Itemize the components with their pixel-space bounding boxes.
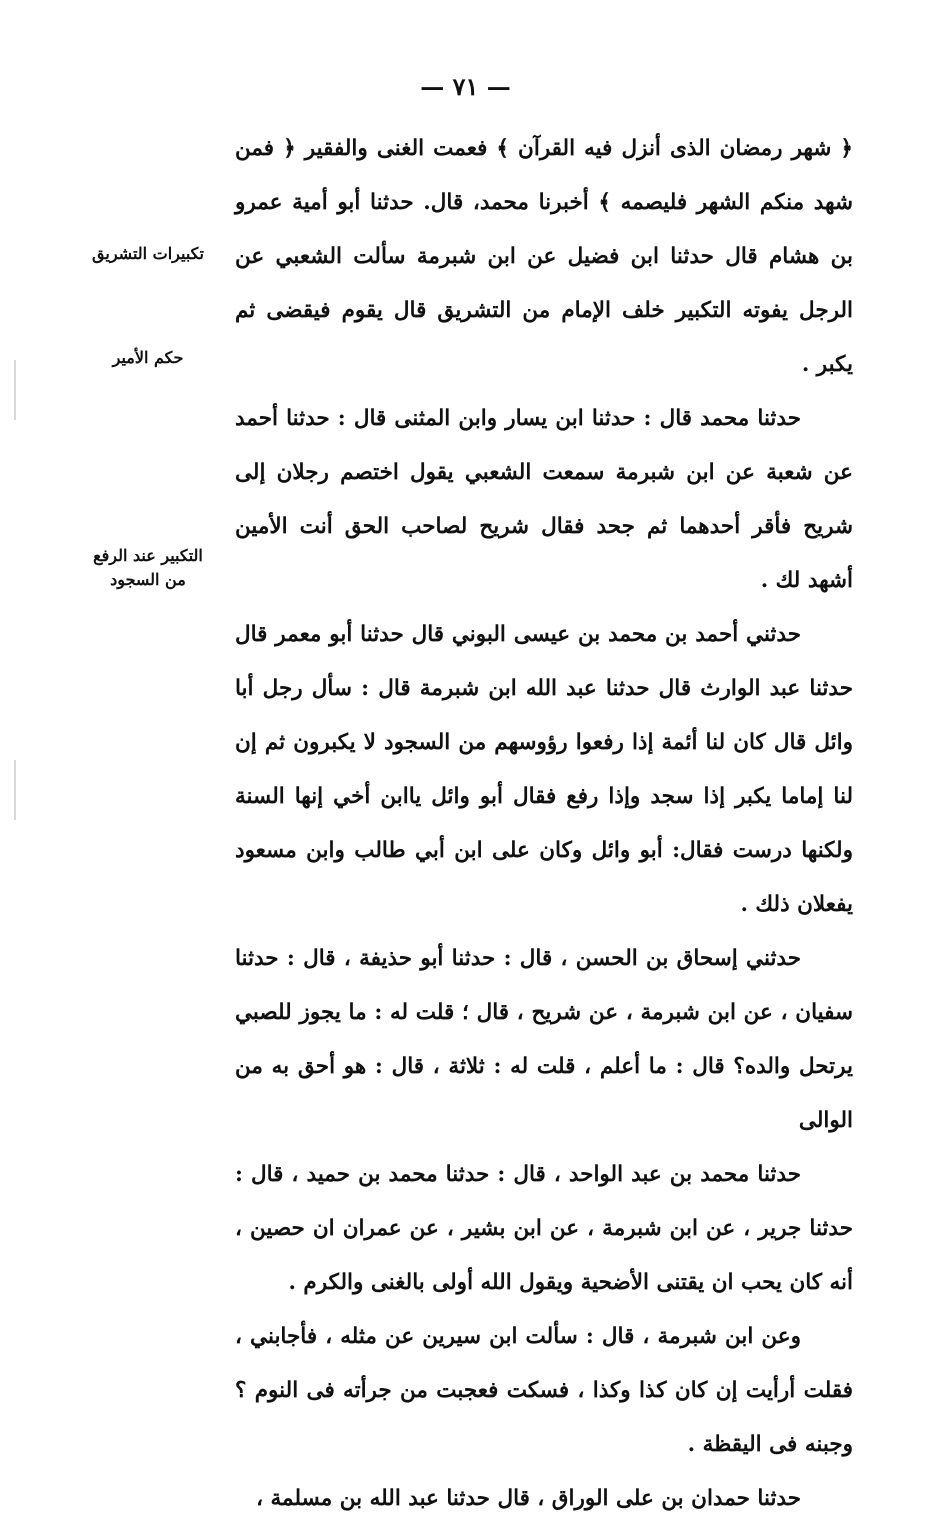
paragraph: حدثنا محمد قال : حدثنا ابن يسار وابن المثنى قال : حدثنا أحمد عن شعبة عن ابن شبرمة سمعت الشعبي يقول اختصم رجلان إلى شريح فأقر أحدهما ثم جحد فقال شريح لصاحب الحق أنت الأمين أشهد لك . (235, 406, 853, 593)
scan-edge-mark (14, 760, 16, 820)
paragraph: حدثنا محمد بن عبد الواحد ، قال : حدثنا محمد بن حميد ، قال : حدثنا جرير ، عن ابن شبرمة ، عن ابن بشير ، عن عمران ان حصين ، أنه كان يحب ان يقتنى الأضحية ويقول الله أولى بالغنى والكرم . (235, 1162, 853, 1295)
scan-edge-mark (14, 360, 16, 420)
paragraph: حدثنا حمدان بن على الوراق ، قال حدثنا عبد الله بن مسلمة ، (256, 1486, 801, 1511)
margin-note-tashriq: تكبيرات التشريق (92, 244, 204, 263)
paragraph: حدثني أحمد بن محمد بن عيسى البوني قال حدثنا أبو معمر قال حدثنا عبد الوارث قال حدثنا عبد الله ابن شبرمة قال : سأل رجل أبا وائل قال كان لنا أئمة إذا رفعوا رؤوسهم من السجود لا يكبرون ثم إن لنا إماما يكبر إذا سجد وإذا رفع فقال أبو وائل ياابن أخي إنها السنة ولكنها درست فقال: أبو وائل وكان على ابن أبي طالب وابن مسعود يفعلان ذلك . (235, 622, 853, 917)
paragraph: ﴿ شهر رمضان الذى أنزل فيه القرآن ﴾ فعمت الغنى والفقير ﴿ فمن شهد منكم الشهر فليصمه ﴾ أخبرنا محمد، قال. حدثنا أبو أمية عمرو بن هشام قال حدثنا ابن فضيل عن ابن شبرمة سألت الشعبي عن الرجل يفوته التكبير خلف الإمام من التشريق قال يقوم فيقضى ثم يكبر . (235, 136, 853, 377)
margin-note-amir: حكم الأمير (112, 348, 184, 367)
page-number: — ٧١ — (420, 72, 511, 101)
main-text (235, 122, 853, 1526)
paragraph: حدثني إسحاق بن الحسن ، قال : حدثنا أبو حذيفة ، قال : حدثنا سفيان ، عن ابن شبرمة ، عن شريح ، قال ؛ قلت له : ما يجوز للصبي يرتحل والده؟ قال : ما أعلم ، قلت له : ثلاثة ، قال : هو أحق به من الوالى (235, 946, 853, 1133)
paragraph: وعن ابن شبرمة ، قال : سألت ابن سيرين عن مثله ، فأجابني ، فقلت أرأيت إن كان كذا وكذا ، فسكت فعجبت من جرأته فى النوم ؟ وجبنه فى اليقظة . (235, 1324, 853, 1457)
margin-note-sujud: التكبير عند الرفع من السجود (93, 546, 203, 589)
